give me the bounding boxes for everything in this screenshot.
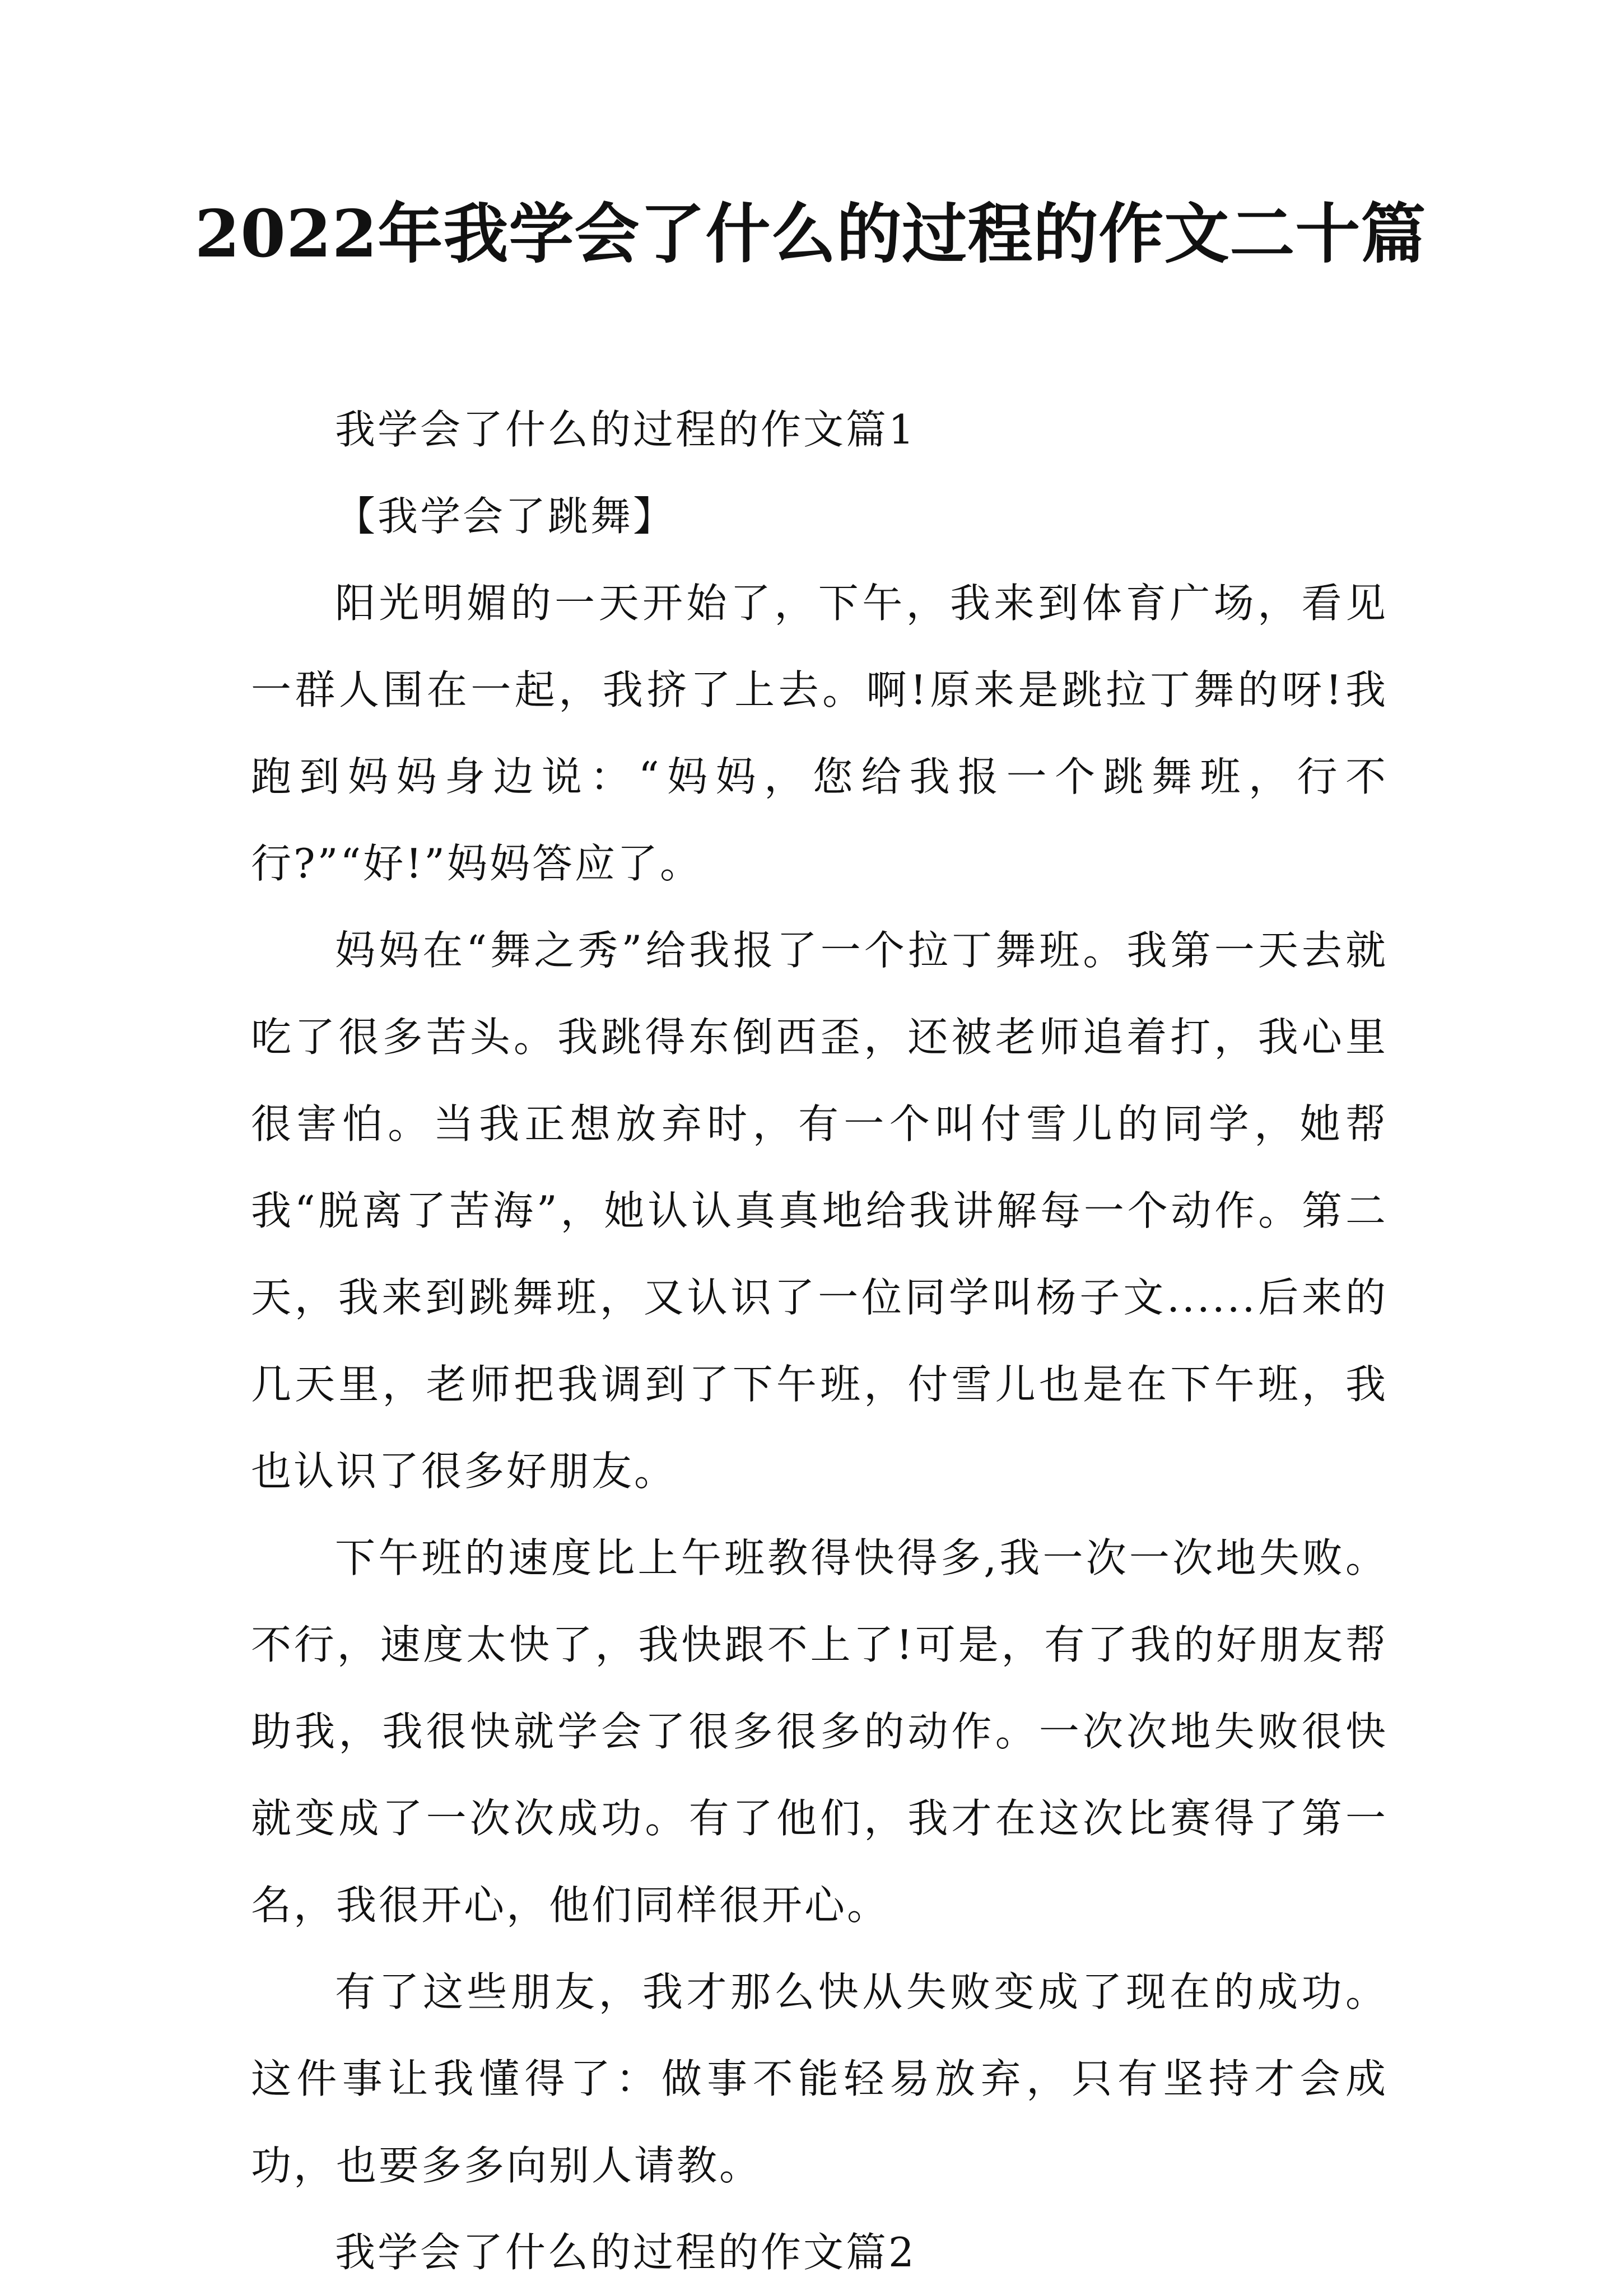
paragraph: 下午班的速度比上午班教得快得多,我一次一次地失败。不行，速度太快了，我快跟不上了!可是，有了我的好朋友帮助我，我很快就学会了很多很多的动作。一次次地失败很快就变成了一次次成功。有了他们，我才在这次比赛得了第一名，我很开心，他们同样很开心。: [251, 1534, 1388, 1929]
document-body: [251, 386, 1388, 2296]
document-title: 2022年我学会了什么的过程的作文二十篇: [194, 196, 1427, 272]
paragraph: 有了这些朋友，我才那么快从失败变成了现在的成功。这件事让我懂得了：做事不能轻易放弃，只有坚持才会成功，也要多多向别人请教。: [251, 1968, 1388, 2189]
section-heading: 我学会了什么的过程的作文篇1: [335, 406, 916, 453]
essay-subtitle: 【我学会了跳舞】: [335, 493, 676, 540]
paragraph: 妈妈在“舞之秀”给我报了一个拉丁舞班。我第一天去就吃了很多苦头。我跳得东倒西歪，还被老师追着打，我心里很害怕。当我正想放弃时，有一个叫付雪儿的同学，她帮我“脱离了苦海”，她认认真真地给我讲解每一个动作。第二天，我来到跳舞班，又认识了一位同学叫杨子文......后来的几天里，老师把我调到了下午班，付雪儿也是在下午班，我也认识了很多好朋友。: [251, 927, 1388, 1495]
section-heading: 我学会了什么的过程的作文篇2: [335, 2229, 916, 2276]
paragraph: 阳光明媚的一天开始了，下午，我来到体育广场，看见一群人围在一起，我挤了上去。啊!原来是跳拉丁舞的呀!我跑到妈妈身边说：“妈妈，您给我报一个跳舞班，行不行?”“好!”妈妈答应了。: [251, 580, 1388, 887]
